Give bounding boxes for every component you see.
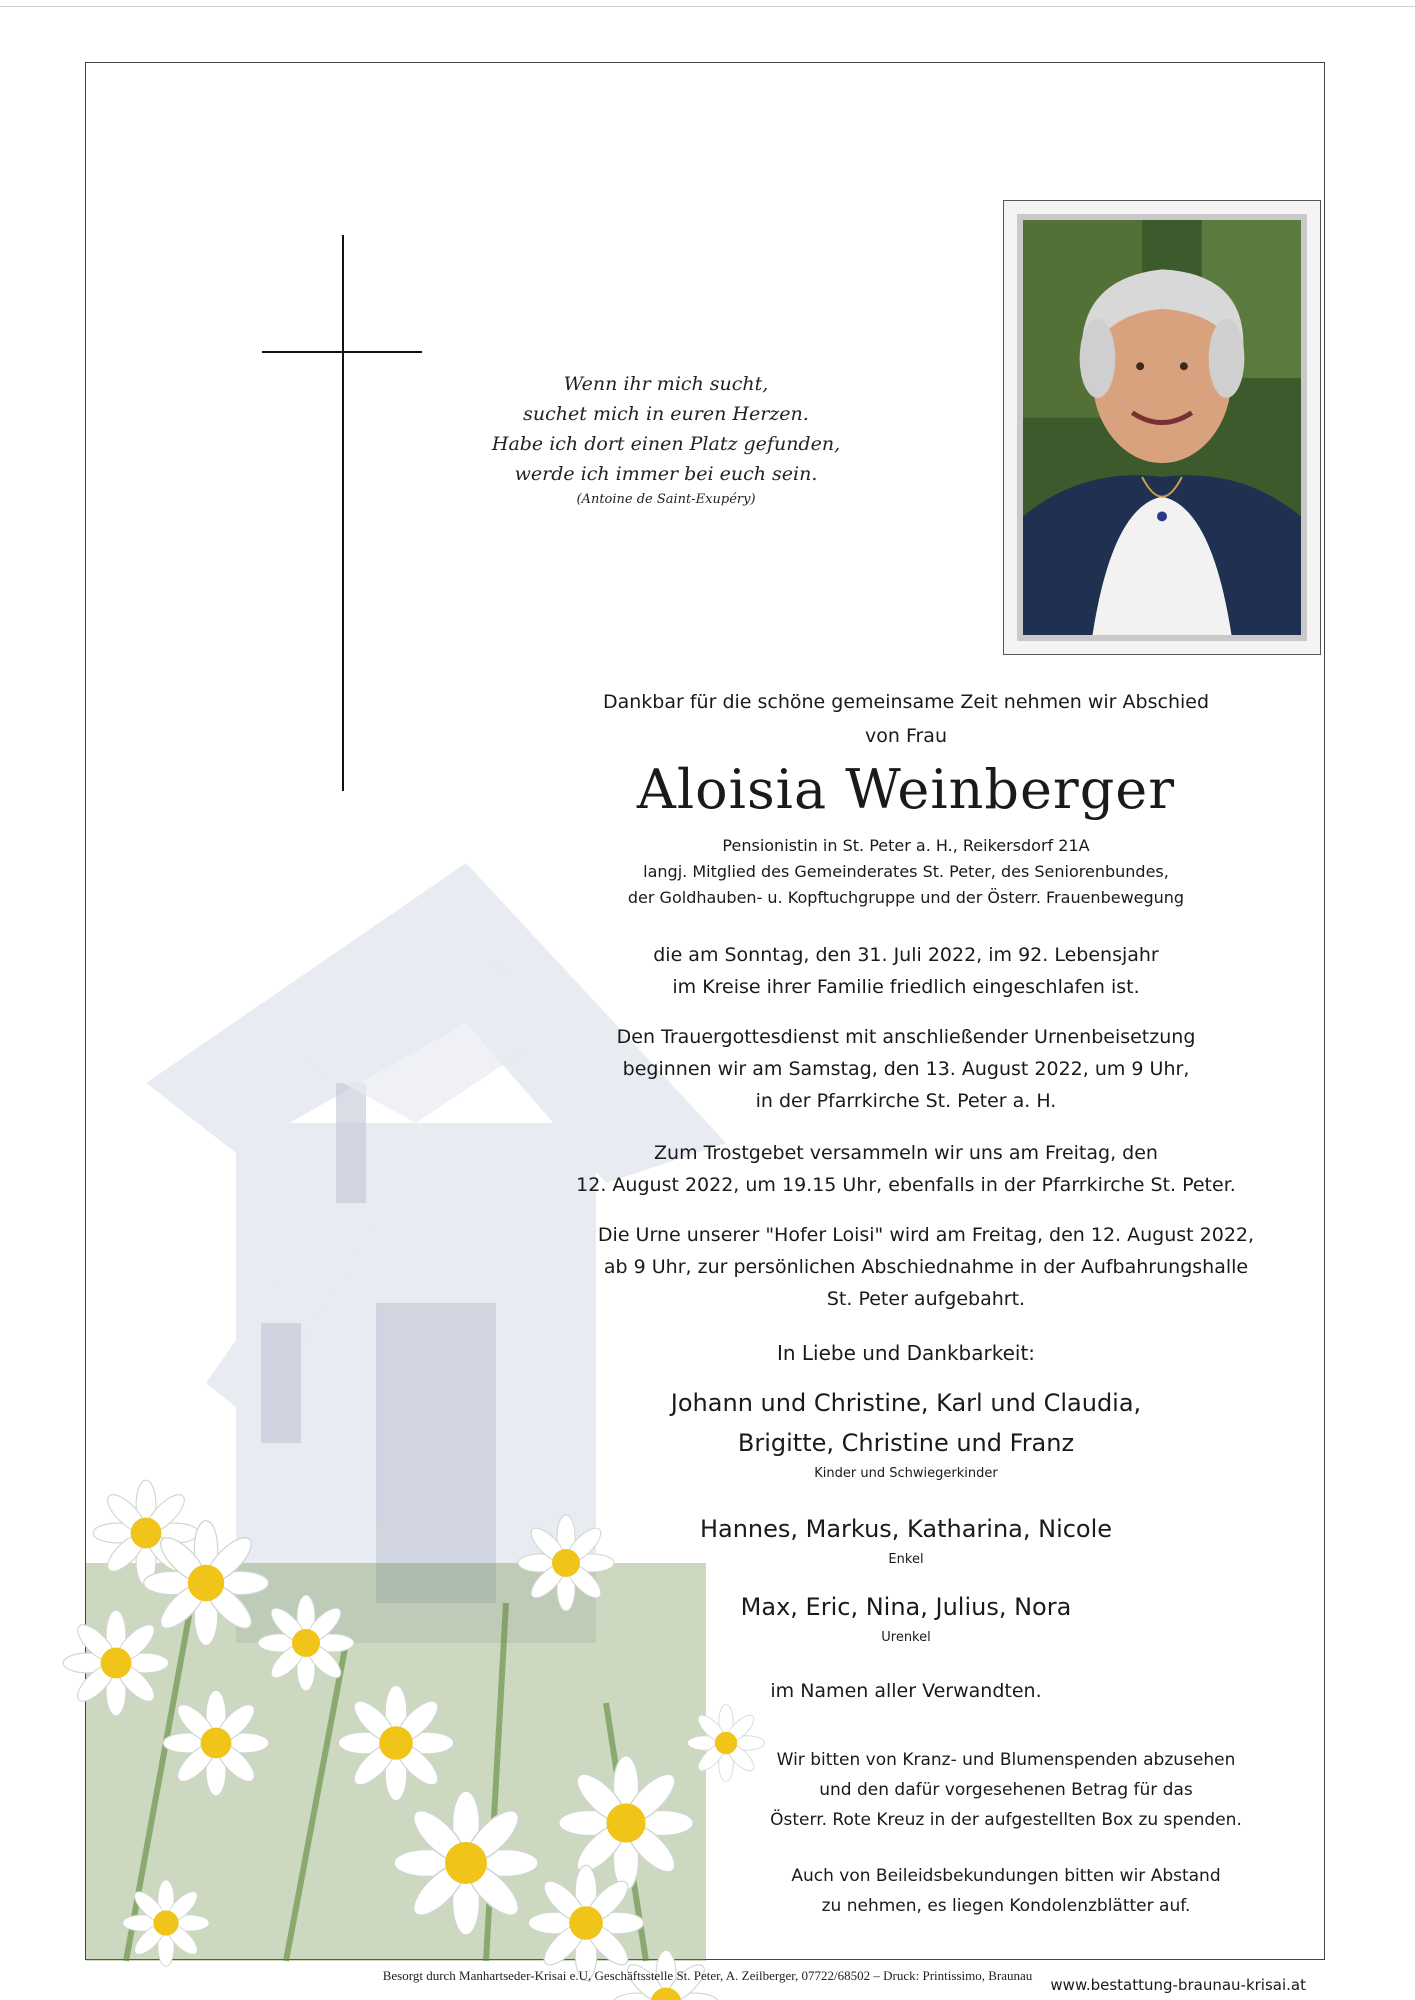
prayer-line: 12. August 2022, um 19.15 Uhr, ebenfalls in der Pfarrkirche St. Peter. bbox=[576, 1174, 1236, 1196]
donation-line: und den dafür vorgesehenen Betrag für das bbox=[819, 1780, 1193, 1800]
condolence-line: zu nehmen, es liegen Kondolenzblätter auf. bbox=[821, 1896, 1191, 1916]
prayer-line: Zum Trostgebet versammeln wir uns am Freitag, den bbox=[654, 1142, 1158, 1164]
funeral-line: Den Trauergottesdienst mit anschließender Urnenbeisetzung bbox=[616, 1026, 1196, 1048]
love-heading: In Liebe und Dankbarkeit: bbox=[776, 1341, 1036, 1365]
poem bbox=[466, 369, 866, 511]
intro-text bbox=[506, 685, 1306, 753]
great-grandchildren-role: Urenkel bbox=[881, 1630, 931, 1645]
poem-line: Habe ich dort einen Platz gefunden, bbox=[491, 433, 841, 455]
poem-line: werde ich immer bei euch sein. bbox=[514, 463, 818, 485]
occupation-line: Pensionistin in St. Peter a. H., Reikersdorf 21A bbox=[722, 836, 1090, 855]
children-names: Brigitte, Christine und Franz bbox=[737, 1429, 1075, 1457]
funeral-notice bbox=[506, 1021, 1306, 1117]
donation-line: Wir bitten von Kranz- und Blumenspenden abzusehen bbox=[776, 1750, 1236, 1770]
prayer-notice bbox=[486, 1137, 1326, 1201]
top-rule bbox=[0, 6, 1415, 7]
deceased-name: Aloisia Weinberger bbox=[636, 758, 1176, 821]
occupation-line: der Goldhauben- u. Kopftuchgruppe und der Österr. Frauenbewegung bbox=[627, 888, 1185, 907]
urn-line: ab 9 Uhr, zur persönlichen Abschiednahme in der Aufbahrungshalle bbox=[603, 1256, 1249, 1278]
condolence-line: Auch von Beileidsbekundungen bitten wir Abstand bbox=[791, 1866, 1221, 1886]
footer-credits: Besorgt durch Manhartseder-Krisai e.U, Geschäftsstelle St. Peter, A. Zeilberger, 07722/68502 – Druck: Printissimo, Braunau bbox=[382, 1968, 1033, 1983]
grandchildren-role: Enkel bbox=[888, 1552, 924, 1567]
poem-line: suchet mich in euren Herzen. bbox=[523, 403, 809, 425]
poem-line: Wenn ihr mich sucht, bbox=[563, 373, 769, 395]
children-role: Kinder und Schwiegerkinder bbox=[814, 1466, 998, 1481]
relatives-line: im Namen aller Verwandten. bbox=[770, 1680, 1042, 1702]
children-names: Johann und Christine, Karl und Claudia, bbox=[670, 1389, 1142, 1417]
funeral-line: beginnen wir am Samstag, den 13. August 2022, um 9 Uhr, bbox=[622, 1058, 1190, 1080]
portrait-photo bbox=[1017, 214, 1307, 641]
death-notice bbox=[506, 939, 1306, 1003]
great-grandchildren-names: Max, Eric, Nina, Julius, Nora bbox=[740, 1593, 1072, 1621]
intro-line: von Frau bbox=[865, 725, 947, 747]
portrait-frame bbox=[1003, 200, 1321, 655]
poem-attribution: (Antoine de Saint-Exupéry) bbox=[576, 492, 756, 507]
occupation-text bbox=[506, 833, 1306, 911]
donation-request bbox=[706, 1745, 1306, 1835]
cross-horizontal bbox=[262, 351, 422, 353]
website-link[interactable]: www.bestattung-braunau-krisai.at bbox=[1050, 1976, 1306, 1994]
funeral-line: in der Pfarrkirche St. Peter a. H. bbox=[755, 1090, 1057, 1112]
urn-notice bbox=[506, 1219, 1346, 1315]
urn-line: St. Peter aufgebahrt. bbox=[826, 1288, 1026, 1310]
donation-line: Österr. Rote Kreuz in der aufgestellten Box zu spenden. bbox=[770, 1810, 1242, 1830]
urn-line: Die Urne unserer "Hofer Loisi" wird am Freitag, den 12. August 2022, bbox=[597, 1224, 1255, 1246]
condolence-request bbox=[706, 1861, 1306, 1921]
death-line: die am Sonntag, den 31. Juli 2022, im 92. Lebensjahr bbox=[653, 944, 1159, 966]
grandchildren-names: Hannes, Markus, Katharina, Nicole bbox=[699, 1515, 1113, 1543]
cross-vertical bbox=[342, 235, 344, 791]
occupation-line: langj. Mitglied des Gemeinderates St. Peter, des Seniorenbundes, bbox=[643, 862, 1169, 881]
death-line: im Kreise ihrer Familie friedlich eingeschlafen ist. bbox=[672, 976, 1140, 998]
intro-line: Dankbar für die schöne gemeinsame Zeit nehmen wir Abschied bbox=[602, 691, 1210, 713]
portrait-illustration bbox=[1023, 220, 1301, 635]
